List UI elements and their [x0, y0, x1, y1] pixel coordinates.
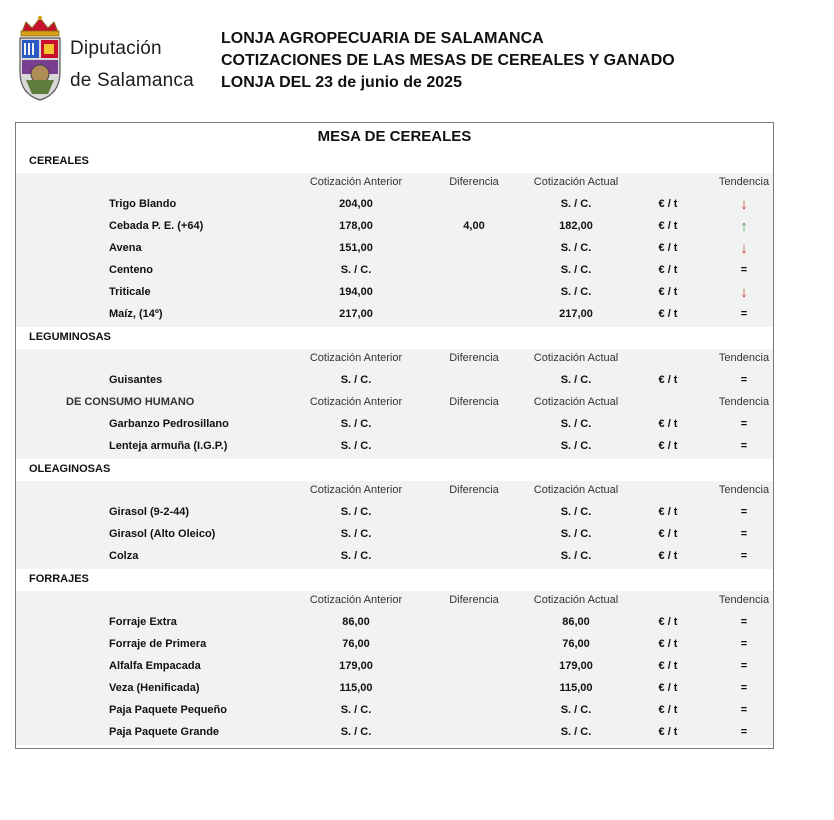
header-line3: LONJA DEL 23 de junio de 2025	[221, 74, 462, 91]
trend-equal: =	[740, 308, 748, 320]
subsection-label: DE CONSUMO HUMANO	[66, 396, 195, 408]
col-header-prev: Cotización Anterior	[309, 484, 403, 496]
table-row	[16, 547, 773, 569]
price-curr: S. / C.	[560, 374, 592, 386]
col-header-curr: Cotización Actual	[533, 176, 619, 188]
price-unit: € / t	[658, 286, 678, 298]
product-name: Triticale	[109, 286, 151, 298]
col-header-trend: Tendencia	[718, 594, 770, 606]
price-unit: € / t	[658, 528, 678, 540]
price-prev: S. / C.	[340, 418, 372, 430]
product-name: Girasol (9-2-44)	[109, 506, 190, 518]
price-prev: S. / C.	[340, 506, 372, 518]
section-header	[16, 151, 773, 172]
document-header	[221, 28, 675, 94]
price-prev: 178,00	[339, 220, 373, 232]
trend-equal: =	[740, 660, 748, 672]
price-curr: 217,00	[559, 308, 593, 320]
price-curr: S. / C.	[560, 286, 592, 298]
trend-equal: =	[740, 682, 748, 694]
product-name: Paja Paquete Pequeño	[109, 704, 227, 716]
col-header-trend: Tendencia	[718, 484, 770, 496]
price-prev: S. / C.	[340, 440, 372, 452]
column-header-row	[16, 349, 773, 369]
price-unit: € / t	[658, 704, 678, 716]
diputacion-logo	[14, 14, 204, 104]
section-label: LEGUMINOSAS	[29, 331, 111, 343]
price-curr: 115,00	[559, 682, 593, 694]
col-header-prev: Cotización Anterior	[309, 594, 403, 606]
table-row	[16, 283, 773, 305]
col-header-diff: Diferencia	[449, 484, 499, 496]
price-prev: 151,00	[339, 242, 373, 254]
section-label: OLEAGINOSAS	[29, 463, 111, 475]
section-label: CEREALES	[29, 155, 89, 167]
price-curr: S. / C.	[560, 528, 592, 540]
logo-text-line2: de Salamanca	[70, 70, 194, 91]
price-curr: S. / C.	[560, 242, 592, 254]
table-row	[16, 305, 773, 327]
price-unit: € / t	[658, 374, 678, 386]
header-line1: LONJA AGROPECUARIA DE SALAMANCA	[221, 30, 544, 47]
price-unit: € / t	[658, 506, 678, 518]
section-label: FORRAJES	[29, 573, 89, 585]
price-curr: S. / C.	[560, 726, 592, 738]
price-curr: S. / C.	[560, 418, 592, 430]
trend-equal: =	[740, 264, 748, 276]
product-name: Colza	[109, 550, 139, 562]
table-row	[16, 723, 773, 745]
price-curr: 86,00	[562, 616, 590, 628]
table-row	[16, 217, 773, 239]
price-prev: S. / C.	[340, 550, 372, 562]
price-unit: € / t	[658, 220, 678, 232]
trend-up-arrow-icon: ↑	[740, 218, 748, 235]
product-name: Trigo Blando	[109, 198, 177, 210]
col-header-diff: Diferencia	[449, 396, 499, 408]
price-unit: € / t	[658, 264, 678, 276]
price-prev: 179,00	[339, 660, 373, 672]
price-prev: S. / C.	[340, 374, 372, 386]
product-name: Lenteja armuña (I.G.P.)	[109, 440, 228, 452]
table-row	[16, 261, 773, 283]
price-curr: S. / C.	[560, 198, 592, 210]
product-name: Paja Paquete Grande	[109, 726, 220, 738]
header-line2: COTIZACIONES DE LAS MESAS DE CEREALES Y GANADO	[221, 52, 675, 69]
table-row	[16, 415, 773, 437]
price-curr: 76,00	[562, 638, 590, 650]
table-row	[16, 657, 773, 679]
table-title: MESA DE CEREALES	[16, 123, 773, 152]
trend-down-arrow-icon: ↓	[740, 284, 748, 301]
trend-equal: =	[740, 374, 748, 386]
price-curr: S. / C.	[560, 506, 592, 518]
price-unit: € / t	[658, 418, 678, 430]
col-header-trend: Tendencia	[718, 176, 770, 188]
product-name: Alfalfa Empacada	[109, 660, 201, 672]
price-prev: S. / C.	[340, 528, 372, 540]
trend-equal: =	[740, 726, 748, 738]
trend-equal: =	[740, 638, 748, 650]
section-header	[16, 327, 773, 348]
price-curr: S. / C.	[560, 440, 592, 452]
col-header-curr: Cotización Actual	[533, 594, 619, 606]
trend-equal: =	[740, 418, 748, 430]
product-name: Centeno	[109, 264, 153, 276]
price-unit: € / t	[658, 550, 678, 562]
price-prev: 86,00	[342, 616, 370, 628]
trend-equal: =	[740, 704, 748, 716]
price-table	[15, 122, 774, 749]
table-row	[16, 525, 773, 547]
section-header	[16, 569, 773, 590]
table-row	[16, 371, 773, 393]
table-row	[16, 503, 773, 525]
section-header	[16, 459, 773, 480]
price-unit: € / t	[658, 682, 678, 694]
col-header-prev: Cotización Anterior	[309, 176, 403, 188]
price-prev: S. / C.	[340, 704, 372, 716]
price-unit: € / t	[658, 308, 678, 320]
price-prev: S. / C.	[340, 726, 372, 738]
price-prev: 115,00	[339, 682, 373, 694]
col-header-curr: Cotización Actual	[533, 352, 619, 364]
col-header-diff: Diferencia	[449, 352, 499, 364]
price-prev: S. / C.	[340, 264, 372, 276]
table-row	[16, 239, 773, 261]
price-prev: 194,00	[339, 286, 373, 298]
price-unit: € / t	[658, 440, 678, 452]
price-curr: 182,00	[559, 220, 593, 232]
price-prev: 76,00	[342, 638, 370, 650]
price-prev: 217,00	[339, 308, 373, 320]
price-curr: S. / C.	[560, 550, 592, 562]
col-header-curr: Cotización Actual	[533, 484, 619, 496]
col-header-diff: Diferencia	[449, 176, 499, 188]
price-unit: € / t	[658, 660, 678, 672]
table-row	[16, 437, 773, 459]
trend-equal: =	[740, 440, 748, 452]
table-row	[16, 613, 773, 635]
trend-down-arrow-icon: ↓	[740, 196, 748, 213]
price-curr: 179,00	[559, 660, 593, 672]
coat-of-arms-icon	[14, 14, 66, 102]
product-name: Forraje de Primera	[109, 638, 207, 650]
product-name: Girasol (Alto Oleico)	[109, 528, 216, 540]
column-header-row	[16, 591, 773, 611]
table-row	[16, 679, 773, 701]
price-unit: € / t	[658, 616, 678, 628]
col-header-curr: Cotización Actual	[533, 396, 619, 408]
price-curr: S. / C.	[560, 704, 592, 716]
price-prev: 204,00	[339, 198, 373, 210]
product-name: Maíz, (14º)	[109, 308, 163, 320]
price-unit: € / t	[658, 638, 678, 650]
product-name: Garbanzo Pedrosillano	[109, 418, 229, 430]
product-name: Guisantes	[109, 374, 163, 386]
col-header-trend: Tendencia	[718, 352, 770, 364]
trend-equal: =	[740, 616, 748, 628]
trend-down-arrow-icon: ↓	[740, 240, 748, 257]
table-row	[16, 195, 773, 217]
col-header-diff: Diferencia	[449, 594, 499, 606]
product-name: Avena	[109, 242, 142, 254]
column-header-row	[16, 393, 773, 413]
product-name: Cebada P. E. (+64)	[109, 220, 204, 232]
column-header-row	[16, 173, 773, 193]
product-name: Veza (Henificada)	[109, 682, 200, 694]
col-header-trend: Tendencia	[718, 396, 770, 408]
column-header-row	[16, 481, 773, 501]
col-header-prev: Cotización Anterior	[309, 396, 403, 408]
trend-equal: =	[740, 506, 748, 518]
product-name: Forraje Extra	[109, 616, 177, 628]
price-diff: 4,00	[463, 220, 485, 232]
table-row	[16, 635, 773, 657]
trend-equal: =	[740, 550, 748, 562]
price-curr: S. / C.	[560, 264, 592, 276]
price-unit: € / t	[658, 198, 678, 210]
price-unit: € / t	[658, 726, 678, 738]
col-header-prev: Cotización Anterior	[309, 352, 403, 364]
price-unit: € / t	[658, 242, 678, 254]
table-row	[16, 701, 773, 723]
trend-equal: =	[740, 528, 748, 540]
logo-text-line1: Diputación	[70, 38, 162, 59]
